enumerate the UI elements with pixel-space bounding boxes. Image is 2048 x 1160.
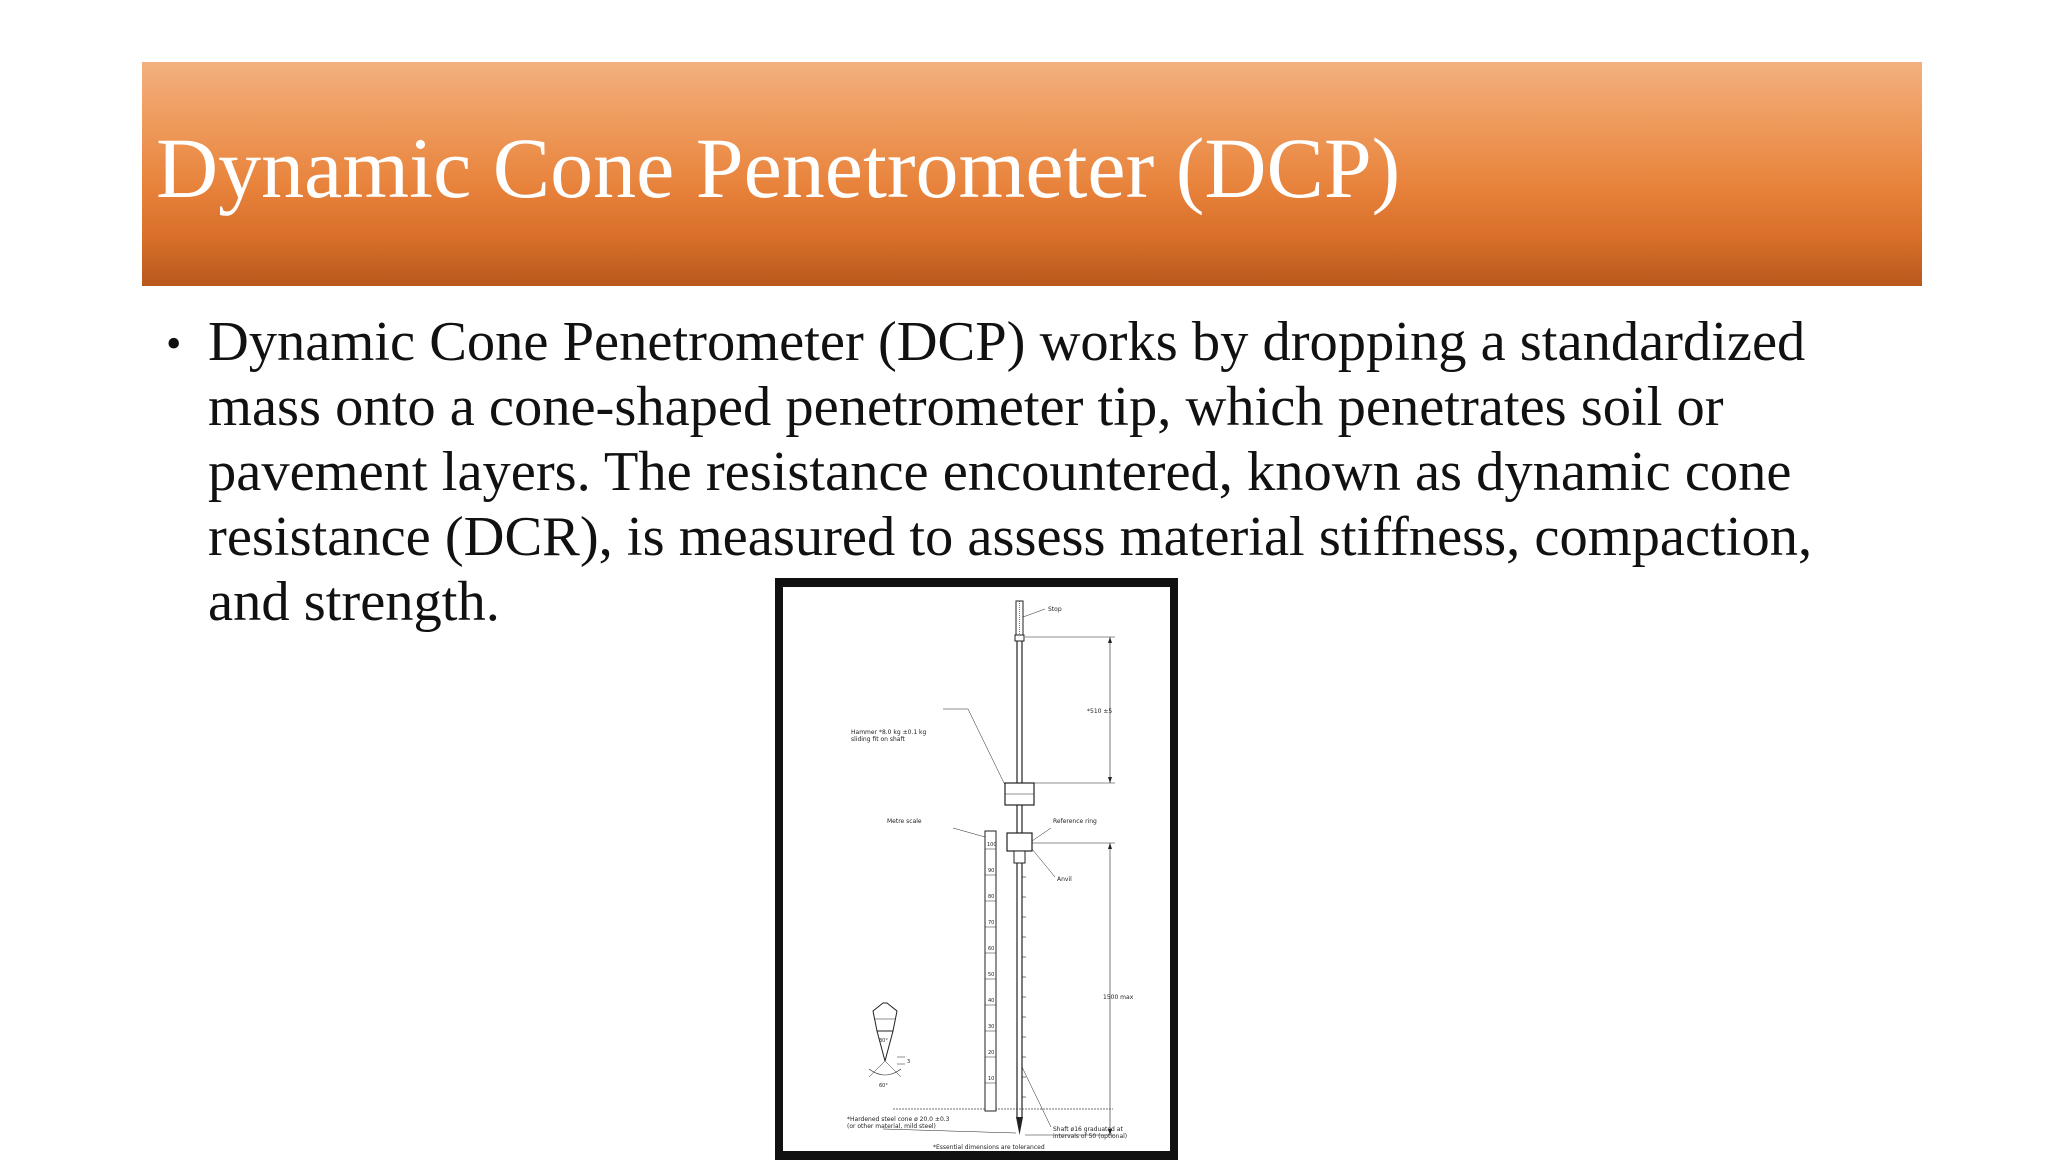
label-cone-dimension: 3 — [907, 1059, 911, 1065]
label-hammer-fit: sliding fit on shaft — [851, 736, 905, 743]
bullet-line: and strength. — [208, 571, 500, 633]
dcp-diagram — [783, 587, 1170, 1151]
scale-tick-label: 30 — [988, 1024, 995, 1030]
label-shaft: Shaft ø16 graduated at — [1053, 1126, 1123, 1133]
label-cone-material: (or other material, mild steel) — [847, 1123, 936, 1130]
dcp-diagram-canvas — [783, 587, 1170, 1151]
scale-tick-label: 10 — [988, 1076, 995, 1082]
scale-tick-label: 90 — [988, 868, 995, 874]
label-shaft-intervals: intervals of 50 (optional) — [1053, 1133, 1128, 1140]
dcp-diagram-figure — [775, 578, 1178, 1160]
scale-tick-label: 60 — [988, 946, 995, 952]
scale-tick-label: 100 — [987, 842, 997, 848]
label-length: 1500 max — [1103, 994, 1134, 1001]
label-drop-height: *510 ±5 — [1087, 708, 1113, 715]
bullet-marker: • — [166, 319, 182, 368]
scale-tick-label: 80 — [988, 894, 995, 900]
reference-ring — [1014, 851, 1025, 863]
label-cone-angle-top: 30° — [879, 1038, 888, 1044]
stop-collar — [1015, 635, 1024, 641]
scale-tick-label: 20 — [988, 1050, 995, 1056]
cone-tip — [1016, 1117, 1023, 1135]
title-banner — [142, 62, 1922, 286]
bullet-line: mass onto a cone-shaped penetrometer tip, which penetrates soil or — [208, 376, 1724, 438]
label-cone: *Hardened steel cone ø 20.0 ±0.3 — [847, 1116, 950, 1123]
label-metre-scale: Metre scale — [887, 818, 922, 825]
label-anvil: Anvil — [1057, 876, 1072, 883]
label-cone-angle-bottom: 60° — [879, 1083, 888, 1089]
scale-tick-label: 50 — [988, 972, 995, 978]
label-footnote: *Essential dimensions are toleranced — [933, 1144, 1045, 1151]
scale-tick-label: 40 — [988, 998, 995, 1004]
bullet-line: Dynamic Cone Penetrometer (DCP) works by dropping a standardized — [208, 311, 1806, 373]
scale-tick-label: 70 — [988, 920, 995, 926]
bullet-line: resistance (DCR), is measured to assess material stiffness, compaction, — [208, 506, 1813, 568]
label-stop: Stop — [1048, 606, 1062, 613]
slide-title: Dynamic Cone Penetrometer (DCP) — [156, 120, 1401, 216]
label-reference-ring: Reference ring — [1053, 818, 1097, 825]
anvil — [1007, 833, 1032, 851]
bullet-line: pavement layers. The resistance encountered, known as dynamic cone — [208, 441, 1792, 503]
label-hammer: Hammer *8.0 kg ±0.1 kg — [851, 729, 927, 736]
